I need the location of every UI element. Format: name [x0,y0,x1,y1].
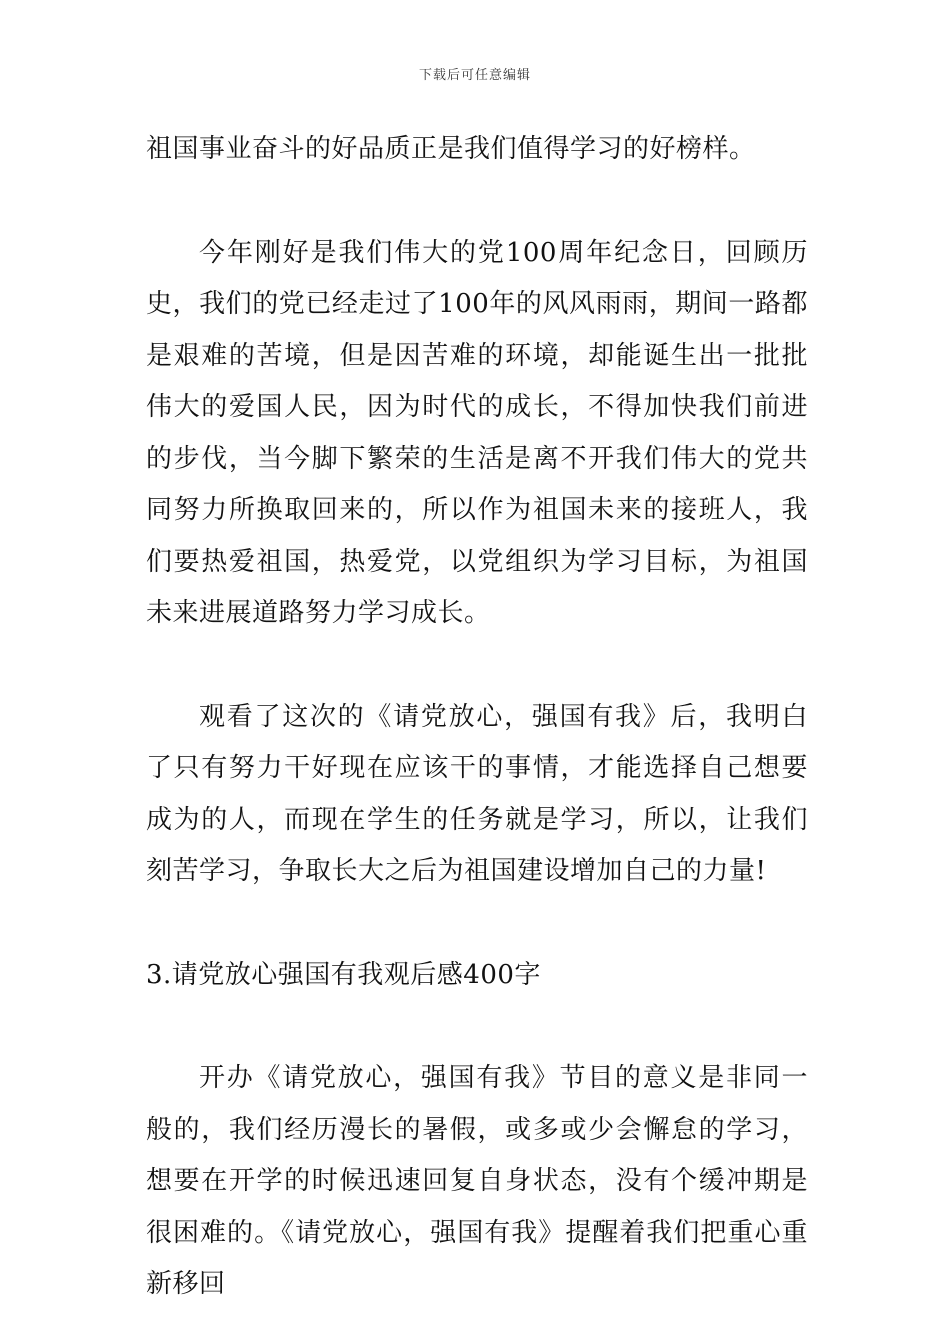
paragraph-program-meaning: 开办《请党放心，强国有我》节目的意义是非同一般的，我们经历漫长的暑假，或多或少会懈怠的学习，想要在开学的时候迅速回复自身状态，没有个缓冲期是很困难的。《请党放心，强国有我》提醒着我们把重心重新移回 [146,1063,808,1299]
paragraph-reflection: 观看了这次的《请党放心，强国有我》后，我明白了只有努力干好现在应该干的事情，才能选择自己想要成为的人，而现在学生的任务就是学习，所以，让我们刻苦学习，争取长大之后为祖国建设增加自己的力量! [146,701,808,886]
paragraph-continuation: 祖国事业奋斗的好品质正是我们值得学习的好榜样。 [146,134,756,164]
paragraph-anniversary: 今年刚好是我们伟大的党100周年纪念日，回顾历史，我们的党已经走过了100年的风风雨雨，期间一路都是艰难的苦境，但是因苦难的环境，却能诞生出一批批伟大的爱国人民，因为时代的成长，不得加快我们前进的步伐，当今脚下繁荣的生活是离不开我们伟大的党共同努力所换取回来的，所以作为祖国未来的接班人，我们要热爱祖国，热爱党，以党组织为学习目标，为祖国未来进展道路努力学习成长。 [146,237,808,628]
section-heading: 3.请党放心强国有我观后感400字 [146,959,541,990]
page-header-note: 下载后可任意编辑 [418,68,531,83]
document-body [146,124,808,1311]
